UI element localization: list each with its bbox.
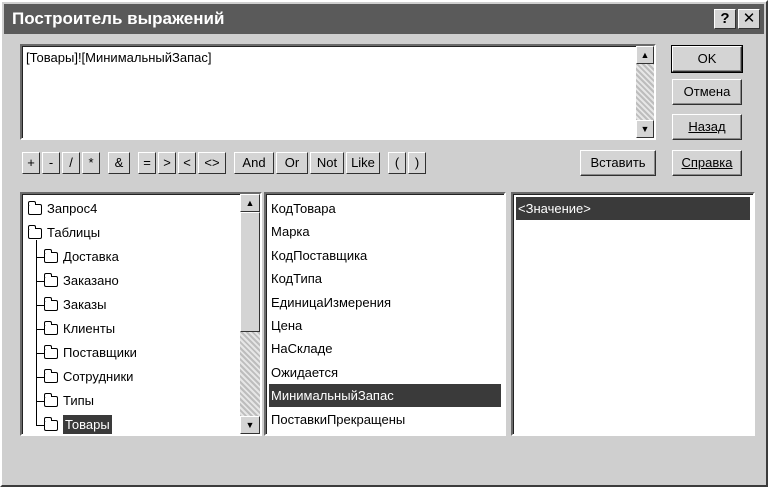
tree-item[interactable] xyxy=(44,270,119,292)
fields-list[interactable] xyxy=(264,192,506,436)
list-item[interactable]: ПоставкиПрекращены xyxy=(271,411,406,427)
operator-button[interactable]: - xyxy=(42,152,60,174)
back-button[interactable]: Назад xyxy=(672,114,742,140)
tree-item-label: Заказано xyxy=(63,273,119,288)
expression-scrollbar[interactable] xyxy=(636,46,654,138)
expression-text[interactable]: [Товары]![МинимальныйЗапас] xyxy=(26,50,212,65)
list-item[interactable]: Ожидается xyxy=(271,364,339,380)
tree-item-label: Клиенты xyxy=(63,321,116,336)
folder-icon xyxy=(44,348,58,359)
folder-icon xyxy=(44,252,58,263)
tree-item-label: Таблицы xyxy=(47,225,101,240)
scroll-up-arrow-icon[interactable]: ▲ xyxy=(636,46,654,64)
tree-item[interactable] xyxy=(44,366,133,388)
scroll-thumb[interactable] xyxy=(240,212,260,332)
operator-button[interactable]: Like xyxy=(346,152,380,174)
folder-icon xyxy=(44,276,58,287)
scroll-up-arrow-icon[interactable]: ▲ xyxy=(240,194,260,212)
close-icon[interactable]: ✕ xyxy=(738,9,760,29)
tree-item-label: Поставщики xyxy=(63,345,137,360)
operator-button[interactable]: ) xyxy=(408,152,426,174)
tree-connector xyxy=(36,240,37,426)
list-item[interactable]: Марка xyxy=(271,224,310,240)
list-item[interactable]: КодТовара xyxy=(271,201,336,216)
operator-button[interactable]: * xyxy=(82,152,100,174)
operator-button[interactable]: Or xyxy=(276,152,308,174)
tree-item[interactable] xyxy=(44,414,112,436)
expression-box[interactable] xyxy=(20,44,656,140)
folder-open-icon xyxy=(28,228,42,239)
cancel-button[interactable]: Отмена xyxy=(672,79,742,105)
paste-button[interactable]: Вставить xyxy=(580,150,656,176)
operator-button[interactable]: Not xyxy=(310,152,344,174)
list-item[interactable]: КодТипа xyxy=(271,271,323,287)
tree-item-label: Заказы xyxy=(63,297,107,312)
tree-connector xyxy=(36,377,44,378)
window-title: Построитель выражений xyxy=(12,9,225,28)
folder-open-icon xyxy=(44,420,58,431)
tree-connector xyxy=(36,281,44,282)
list-item[interactable]: КодПоставщика xyxy=(271,247,368,263)
list-item[interactable]: МинимальныйЗапас xyxy=(269,384,501,407)
operator-button[interactable]: ( xyxy=(388,152,406,174)
operator-button[interactable]: + xyxy=(22,152,40,174)
tree-item-label: Доставка xyxy=(63,249,119,264)
list-item[interactable]: НаСкладе xyxy=(271,341,333,357)
operator-button[interactable]: / xyxy=(62,152,80,174)
folder-icon xyxy=(44,324,58,335)
tree-connector xyxy=(36,305,44,306)
tree-item[interactable] xyxy=(44,318,115,340)
tree-item-label: Сотрудники xyxy=(63,369,134,384)
operator-button[interactable]: And xyxy=(234,152,274,174)
title-bar[interactable] xyxy=(4,4,764,34)
scroll-down-arrow-icon[interactable]: ▼ xyxy=(240,416,260,434)
tree-item[interactable] xyxy=(44,342,137,364)
help-icon[interactable]: ? xyxy=(714,9,736,29)
tree-scrollbar[interactable] xyxy=(240,194,260,434)
scroll-down-arrow-icon[interactable]: ▼ xyxy=(636,120,654,138)
operator-button[interactable]: > xyxy=(158,152,176,174)
tree-connector xyxy=(36,257,44,258)
tree-item-label: Запрос4 xyxy=(47,201,98,216)
list-item[interactable]: Цена xyxy=(271,318,303,333)
tree-connector xyxy=(36,401,44,402)
operator-button[interactable]: & xyxy=(108,152,130,174)
objects-tree[interactable] xyxy=(20,192,262,436)
ok-button[interactable]: OK xyxy=(672,46,742,72)
tree-item[interactable] xyxy=(44,294,106,316)
tree-item[interactable] xyxy=(44,390,94,412)
folder-icon xyxy=(44,372,58,383)
operator-button[interactable]: <> xyxy=(198,152,226,174)
tree-connector xyxy=(36,353,44,354)
tree-connector xyxy=(36,425,44,426)
operator-button[interactable]: < xyxy=(178,152,196,174)
folder-icon xyxy=(28,204,42,215)
tree-item[interactable] xyxy=(28,222,100,244)
tree-item[interactable] xyxy=(28,198,97,220)
folder-icon xyxy=(44,396,58,407)
list-item[interactable]: <Значение> xyxy=(516,197,750,220)
tree-connector xyxy=(36,329,44,330)
tree-item-label: Типы xyxy=(63,393,95,408)
tree-item-label: Товары xyxy=(63,415,112,435)
help-button[interactable]: Справка xyxy=(672,150,742,176)
list-item[interactable]: ЕдиницаИзмерения xyxy=(271,294,392,310)
folder-icon xyxy=(44,300,58,311)
operator-button[interactable]: = xyxy=(138,152,156,174)
tree-item[interactable] xyxy=(44,246,119,268)
values-list[interactable] xyxy=(511,192,755,436)
